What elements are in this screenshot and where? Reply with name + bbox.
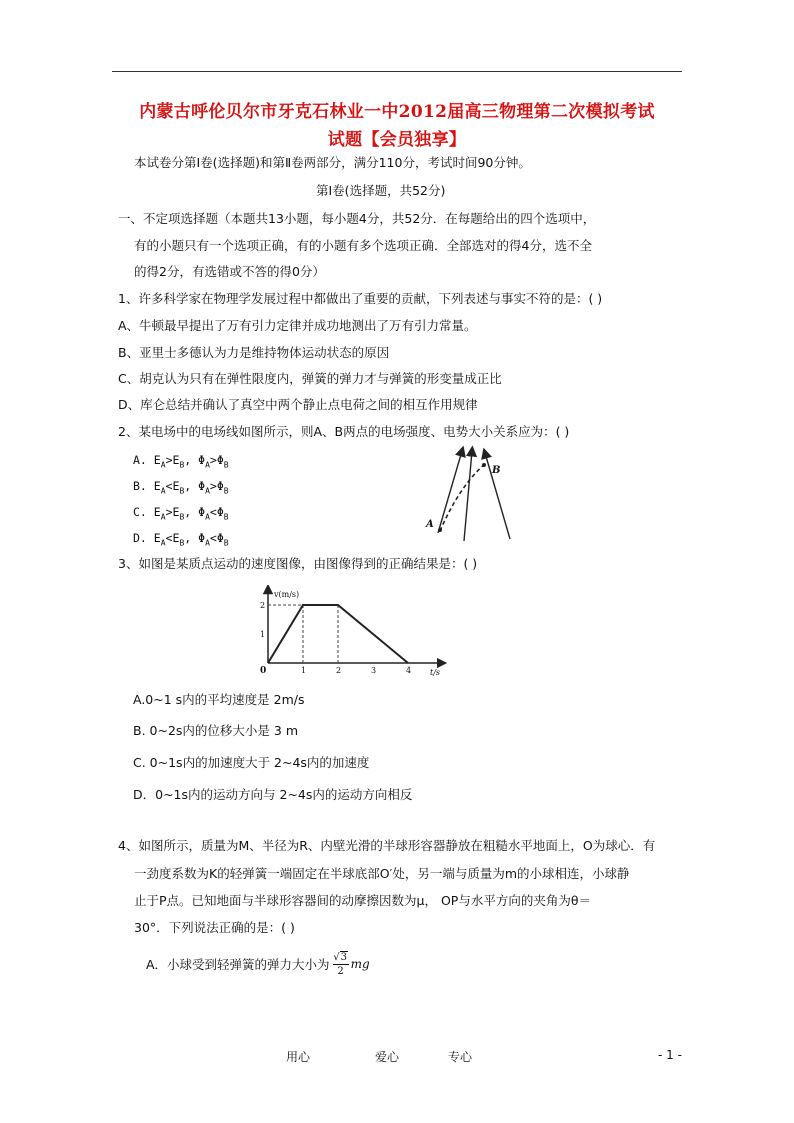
electric-field-figure bbox=[420, 445, 520, 545]
x-axis-label: t/s bbox=[430, 668, 441, 677]
trajectory-curve bbox=[440, 463, 486, 531]
q4-line-4: 30°．下列说法正确的是：( ) bbox=[134, 920, 295, 935]
fraction-numerator bbox=[333, 951, 348, 963]
sqrt-icon: √ bbox=[333, 952, 340, 963]
y-tick-2: 2 bbox=[260, 601, 266, 610]
page-number: - 1 - bbox=[658, 1048, 682, 1062]
footer-word-2: 爱心 bbox=[375, 1050, 400, 1064]
q3-option-c: C. 0~1s内的加速度大于 2~4s内的加速度 bbox=[133, 755, 370, 770]
q1-option-c: C、胡克认为只有在弹性限度内，弹簧的弹力才与弹簧的形变量成正比 bbox=[118, 371, 502, 386]
fraction-denominator: 2 bbox=[337, 966, 344, 977]
y-tick-1: 1 bbox=[260, 630, 266, 639]
q2-option-d: D. $E_A<E_B$, $\Phi_A<\Phi_B$ bbox=[133, 531, 229, 548]
velocity-series-line bbox=[268, 605, 408, 663]
mg-variable: mg bbox=[350, 957, 370, 971]
q3-option-d: D．0~1s内的运动方向与 2~4s内的运动方向相反 bbox=[133, 787, 413, 802]
q1-option-a: A、牛顿最早提出了万有引力定律并成功地测出了万有引力常量。 bbox=[118, 318, 477, 333]
fraction-sqrt3-over-2 bbox=[333, 951, 349, 977]
velocity-time-chart bbox=[250, 585, 450, 680]
part1-heading: 第Ⅰ卷(选择题，共52分) bbox=[316, 183, 446, 198]
field-line-2 bbox=[464, 451, 472, 541]
label-a: A bbox=[426, 519, 434, 530]
q1-option-d: D、库仑总结并确认了真空中两个静止点电荷之间的相互作用规律 bbox=[118, 397, 478, 412]
section1-line-2: 有的小题只有一个选项正确，有的小题有多个选项正确．全部选对的得4分，选不全 bbox=[134, 238, 592, 253]
q3-option-a: A.0~1 s内的平均速度是 2m/s bbox=[133, 692, 305, 707]
q3-stem: 3、如图是某质点运动的速度图像，由图像得到的正确结果是：( ) bbox=[118, 556, 478, 571]
footer-word-3: 专心 bbox=[448, 1050, 473, 1064]
q3-option-b: B. 0~2s内的位移大小是 3 m bbox=[133, 723, 298, 738]
q2-option-c: C. $E_A>E_B$, $\Phi_A<\Phi_B$ bbox=[133, 505, 229, 522]
fraction-bar bbox=[333, 964, 349, 965]
point-a-dot bbox=[438, 528, 442, 532]
title-line-1: 内蒙古呼伦贝尔市牙克石林业一中2012届高三物理第二次模拟考试 bbox=[139, 102, 655, 122]
q4-line-2: 一劲度系数为K的轻弹簧一端固定在半球底部O′处，另一端与质量为m的小球相连，小球静 bbox=[134, 866, 630, 881]
section1-line-3: 的得2分，有选错或不答的得0分） bbox=[134, 264, 325, 279]
x-tick-3: 3 bbox=[371, 666, 377, 675]
q4-line-1: 4、如图所示，质量为M、半径为R、内壁光滑的半球形容器静放在粗糙水平地面上，O为球心．有 bbox=[118, 838, 656, 853]
q2-option-a: A. $E_A>E_B$, $\Phi_A>\Phi_B$ bbox=[133, 453, 229, 470]
q1-stem: 1、许多科学家在物理学发展过程中都做出了重要的贡献，下列表述与事实不符的是：( ) bbox=[118, 291, 603, 306]
header-rule bbox=[112, 71, 682, 72]
x-tick-2: 2 bbox=[336, 666, 342, 675]
y-axis-label: v(m/s) bbox=[274, 590, 300, 599]
q4-line-3: 止于P点。已知地面与半球形容器间的动摩擦因数为μ， OP与水平方向的夹角为θ＝ bbox=[134, 893, 591, 908]
x-tick-4: 4 bbox=[406, 666, 412, 675]
footer-word-1: 用心 bbox=[286, 1050, 311, 1064]
numerator-value: 3 bbox=[340, 952, 347, 963]
intro-text: 本试卷分第Ⅰ卷(选择题)和第Ⅱ卷两部分，满分110分，考试时间90分钟。 bbox=[134, 155, 531, 170]
x-tick-0: 0 bbox=[260, 666, 267, 676]
section1-line-1: 一、不定项选择题（本题共13小题，每小题4分，共52分．在每题给出的四个选项中， bbox=[118, 211, 596, 226]
q2-stem: 2、某电场中的电场线如图所示，则A、B两点的电场强度、电势大小关系应为：( ) bbox=[118, 424, 570, 439]
field-line-1 bbox=[438, 451, 462, 533]
title-line-2: 试题【会员独享】 bbox=[327, 130, 467, 150]
x-tick-1: 1 bbox=[301, 666, 307, 675]
label-b: B bbox=[492, 465, 501, 476]
q2-option-b: B. $E_A<E_B$, $\Phi_A>\Phi_B$ bbox=[133, 479, 229, 496]
q1-option-b: B、亚里士多德认为力是维持物体运动状态的原因 bbox=[118, 345, 390, 360]
point-b-dot bbox=[482, 463, 486, 467]
q4-option-a-text: A．小球受到轻弹簧的弹力大小为 bbox=[146, 957, 330, 972]
q4-option-a bbox=[146, 944, 370, 984]
